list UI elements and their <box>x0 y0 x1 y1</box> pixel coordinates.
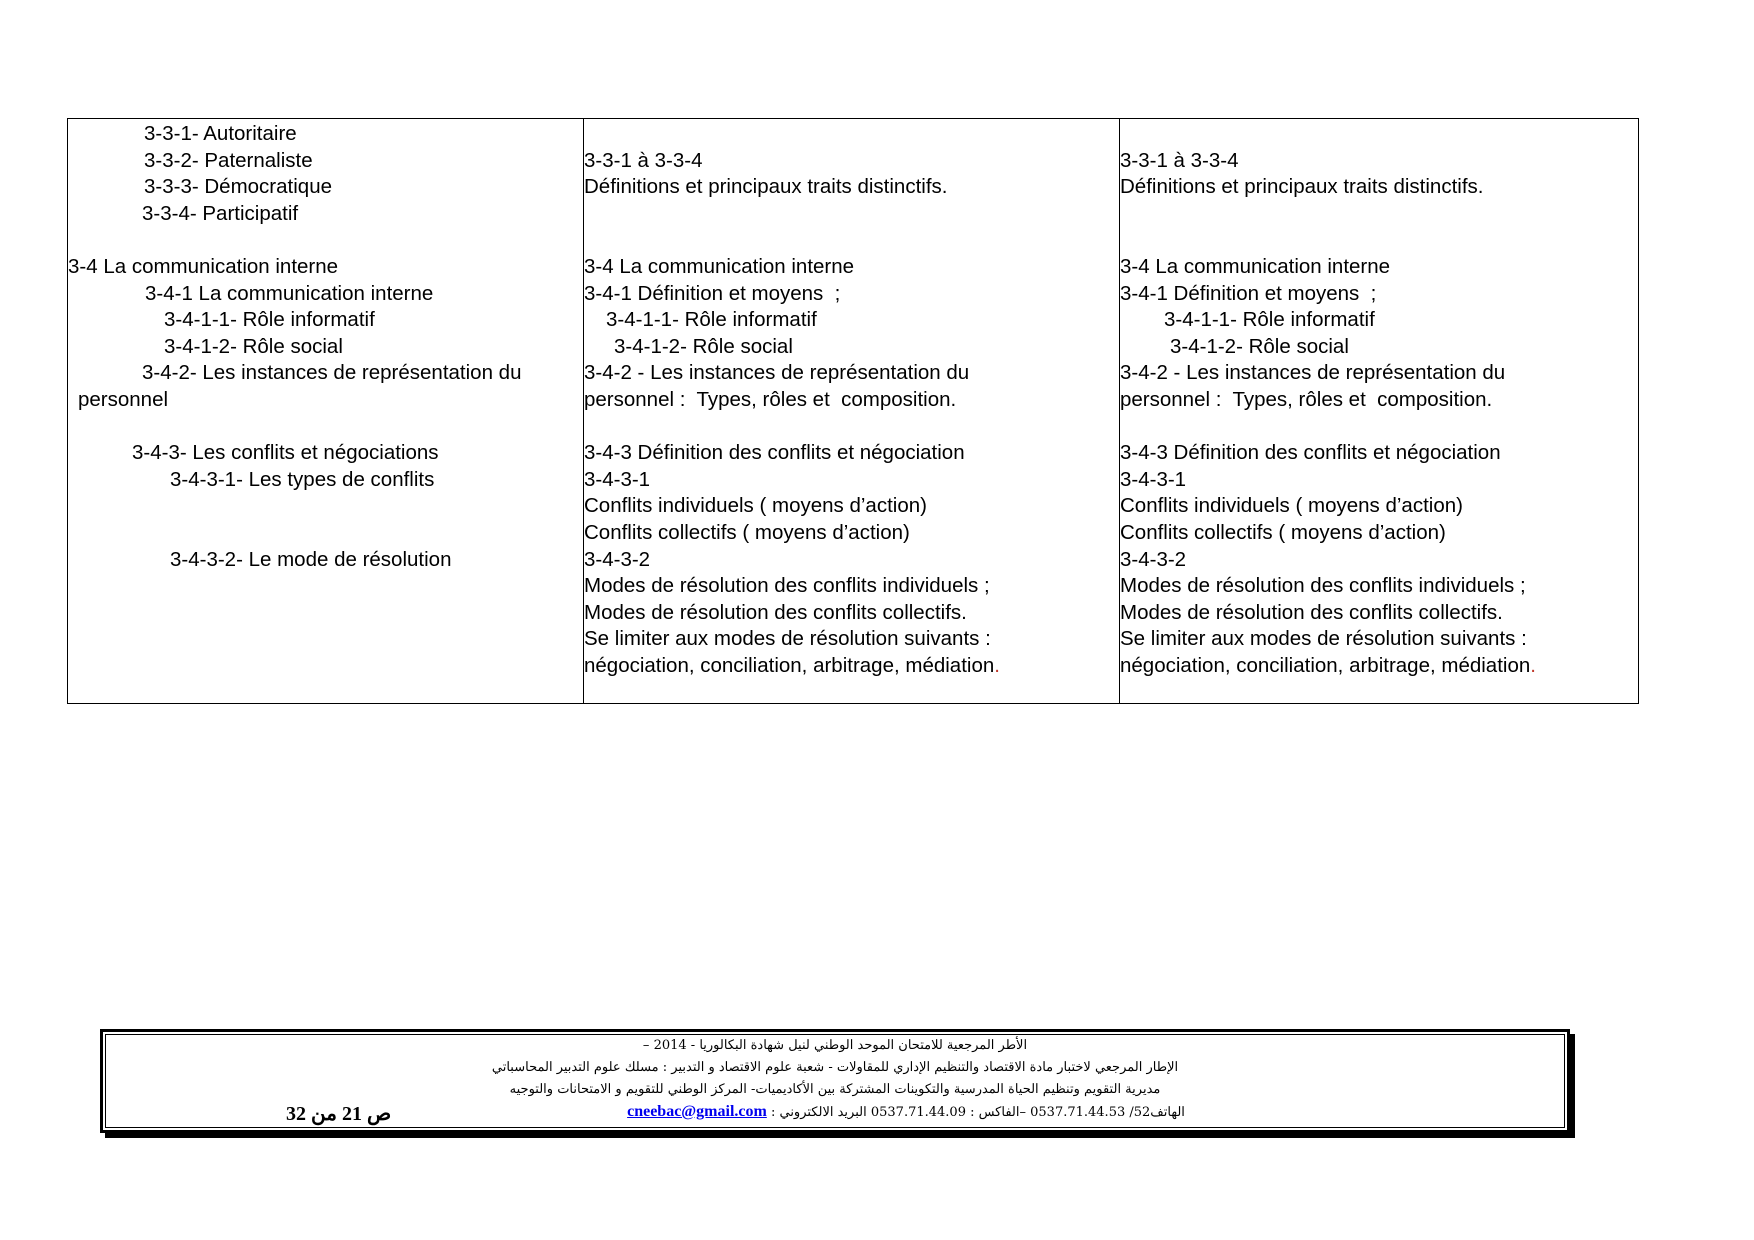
table-line: 3-4-1 Définition et moyens ; <box>1120 281 1377 305</box>
table-line: Modes de résolution des conflits collectifs. <box>1120 600 1503 624</box>
table-line: négociation, conciliation, arbitrage, médiation. <box>1120 653 1536 677</box>
table-line: 3-4-1-2- Rôle social <box>1170 334 1349 358</box>
table-line: Conflits individuels ( moyens d’action) <box>584 494 927 518</box>
table-line <box>584 201 1119 228</box>
table-line: Modes de résolution des conflits individuels ; <box>1120 574 1526 598</box>
footer-directorate: مديرية التقويم وتنظيم الحياة المدرسية والتكوينات المشتركة بين الأكاديميات- المركز الوطني للتقويم و الامتحانات والتوجيه <box>509 1082 1161 1097</box>
table-line: 3-4-3-2 <box>584 547 651 571</box>
table-line <box>68 414 583 441</box>
table-line: 3-4-1-2- Rôle social <box>614 334 793 358</box>
table-line: Se limiter aux modes de résolution suivants : <box>584 627 991 651</box>
footer-subtitle: الإطار المرجعي لاختبار مادة الاقتصاد والتنظيم الإداري للمقاولات - شعبة علوم الاقتصاد و التدبير : مسلك علوم التدبير المحاسباتي <box>491 1060 1179 1075</box>
table-line <box>68 493 583 520</box>
footer-frame <box>105 1034 1565 1128</box>
table-line: personnel : Types, rôles et composition. <box>584 387 957 411</box>
table-row <box>68 119 1639 704</box>
table-line: Conflits individuels ( moyens d’action) <box>1120 494 1463 518</box>
table-line: 3-3-1 à 3-3-4 <box>1120 148 1239 172</box>
table-line: 3-4-3-1 <box>584 467 651 491</box>
table-line: 3-4-2 - Les instances de représentation du <box>584 361 970 385</box>
column-content <box>68 119 584 704</box>
table-line: Définitions et principaux traits distinctifs. <box>584 175 948 199</box>
table-line: Définitions et principaux traits distinctifs. <box>1120 175 1484 199</box>
table-line <box>68 520 583 547</box>
table-line <box>1120 414 1638 441</box>
table-line <box>1120 227 1638 254</box>
footer-phone-fax: الهاتف52/ 0537.71.44.53 –الفاكس : 0537.71.44.09 البريد الالكتروني : <box>770 1105 1185 1120</box>
table-line <box>584 121 1119 148</box>
page-footer <box>100 1029 1570 1133</box>
table-line: 3-4-2 - Les instances de représentation du <box>1120 361 1506 385</box>
table-line: Conflits collectifs ( moyens d’action) <box>584 520 910 544</box>
email-link[interactable]: cneebac@gmail.com <box>627 1103 767 1120</box>
period-mark: . <box>1530 653 1536 677</box>
table-line: 3-4-2- Les instances de représentation du personnel <box>78 361 522 411</box>
table-line: 3-4 La communication interne <box>68 254 339 278</box>
table-line: 3-4-1 La communication interne <box>145 281 434 305</box>
table-line: 3-4-1 Définition et moyens ; <box>584 281 841 305</box>
table-line <box>68 227 583 254</box>
table-line: personnel : Types, rôles et composition. <box>1120 387 1493 411</box>
program-table <box>67 118 1639 704</box>
table-line: 3-4-1-1- Rôle informatif <box>1164 308 1375 332</box>
table-line: 3-4-3-1- Les types de conflits <box>170 467 435 491</box>
table-line: 3-4-1-1- Rôle informatif <box>164 308 375 332</box>
table-line: 3-3-1 à 3-3-4 <box>584 148 703 172</box>
table-line: Modes de résolution des conflits collectifs. <box>584 600 967 624</box>
table-line: 3-4-3-2 <box>1120 547 1187 571</box>
table-line: 3-4 La communication interne <box>584 254 855 278</box>
table-line: 3-3-4- Participatif <box>142 201 299 225</box>
table-line: 3-4-3-1 <box>1120 467 1187 491</box>
table-line <box>1120 201 1638 228</box>
column-evaluation <box>1120 119 1639 704</box>
table-line <box>584 414 1119 441</box>
table-line: 3-4-1-2- Rôle social <box>164 334 343 358</box>
table-line: 3-3-3- Démocratique <box>144 175 332 199</box>
table-line: 3-4-1-1- Rôle informatif <box>606 308 817 332</box>
table-line: 3-4-3 Définition des conflits et négociation <box>1120 441 1501 465</box>
table-line: Conflits collectifs ( moyens d’action) <box>1120 520 1446 544</box>
table-line: Modes de résolution des conflits individuels ; <box>584 574 990 598</box>
table-line: Se limiter aux modes de résolution suivants : <box>1120 627 1527 651</box>
table-line: 3-4 La communication interne <box>1120 254 1391 278</box>
table-line: négociation, conciliation, arbitrage, médiation. <box>584 653 1000 677</box>
table-line: 3-4-3 Définition des conflits et négociation <box>584 441 965 465</box>
period-mark: . <box>994 653 1000 677</box>
table-line <box>1120 121 1638 148</box>
table-line: 3-4-3-2- Le mode de résolution <box>170 547 452 571</box>
table-line: 3-3-1- Autoritaire <box>144 122 297 145</box>
column-instructions <box>584 119 1120 704</box>
page-number: ص 21 من 32 <box>286 1103 392 1125</box>
table-line: 3-4-3- Les conflits et négociations <box>132 441 439 465</box>
table-line: 3-3-2- Paternaliste <box>144 148 313 172</box>
footer-title: الأطر المرجعية للامتحان الموحد الوطني لنيل شهادة البكالوريا - 2014 – <box>642 1038 1028 1053</box>
footer-contact <box>526 1103 1286 1121</box>
table-line <box>584 227 1119 254</box>
